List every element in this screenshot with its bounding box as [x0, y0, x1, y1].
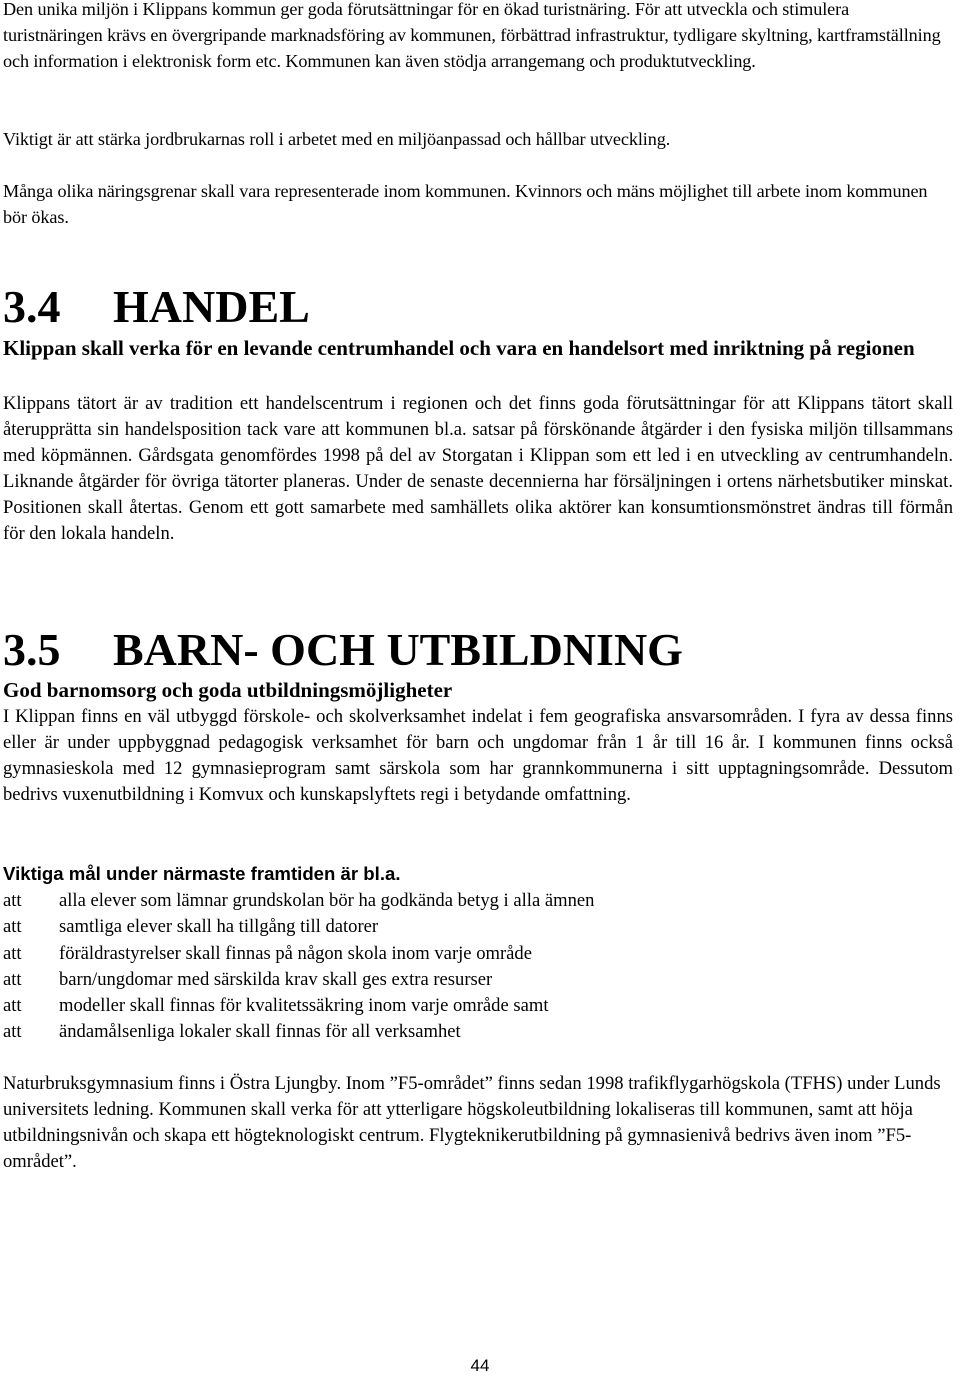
section-title: HANDEL: [113, 281, 310, 332]
goal-text: barn/ungdomar med särskilda krav skall ges extra resurser: [59, 968, 493, 990]
goal-prefix: att: [3, 942, 22, 964]
section-title: BARN- OCH UTBILDNING: [113, 624, 683, 675]
goal-text: modeller skall finnas för kvalitetssäkring inom varje område samt: [59, 995, 549, 1017]
intro-paragraph-tourism: Den unika miljön i Klippans kommun ger goda förutsättningar för en ökad turistnäring. För att utveckla och stimulera turistnäringen krävs en övergripande marknadsföring av kommunen, förbättrad infrastruktur, tydligare skyltning, kartframställning och information i elektronisk form etc. Kommunen kan även stödja arrangemang och produktutveckling.: [3, 0, 941, 71]
goal-item: [3, 914, 953, 940]
goal-text: ändamålsenliga lokaler skall finnas för all verksamhet: [59, 1021, 461, 1043]
section-subtitle-handel: Klippan skall verka för en levande centrumhandel och vara en handelsort med inriktning på regionen: [3, 336, 915, 360]
goal-item: [3, 941, 953, 967]
section-subtitle-barn: God barnomsorg och goda utbildningsmöjligheter: [3, 678, 453, 702]
goal-prefix: att: [3, 916, 22, 938]
section-number: 3.4: [3, 281, 61, 332]
goal-item: [3, 1019, 953, 1045]
section-heading-handel: [3, 281, 310, 333]
closing-paragraph: Naturbruksgymnasium finns i Östra Ljungby. Inom ”F5-området” finns sedan 1998 trafikflygarhögskola (TFHS) under Lunds universitets ledning. Kommunen skall verka för att ytterligare högskoleutbildning lokaliseras till kommunen, samt att höja utbildningsnivån och skapa ett högteknologiskt centrum. Flygteknikerutbildning på gymnasienivå bedrivs även inom ”F5-området”.: [3, 1073, 941, 1172]
section-heading-barn: [3, 624, 683, 676]
intro-paragraph-industries: Många olika näringsgrenar skall vara representerade inom kommunen. Kvinnors och mäns möjlighet till arbete inom kommunen bör ökas.: [3, 181, 928, 227]
goal-item: [3, 967, 953, 993]
intro-paragraph-agriculture: Viktigt är att stärka jordbrukarnas roll i arbetet med en miljöanpassad och hållbar utveckling.: [3, 129, 671, 149]
goal-text: föräldrastyrelser skall finnas på någon skola inom varje område: [59, 942, 532, 964]
section-body-handel: Klippans tätort är av tradition ett handelscentrum i regionen och det finns goda förutsättningar för att Klippans tätort skall återupprätta sin handelsposition tack vare att kommunen bl.a. satsar på förskönande åtgärder i den fysiska miljön tillsammans med köpmännen. Gårdsgata genomfördes 1998 på del av Storgatan i Klippan som ett led i en utveckling av centrumhandeln. Liknande åtgärder för övriga tätorter planeras. Under de senaste decennierna har försäljningen i ortens närhetsbutiker minskat. Positionen skall återtas. Genom ett gott samarbete med samhällets olika aktörer kan konsumtionsmönstret ändras till förmån för den lokala handeln.: [3, 393, 953, 544]
goal-item: [3, 993, 953, 1019]
goal-text: samtliga elever skall ha tillgång till datorer: [59, 916, 379, 938]
goal-prefix: att: [3, 995, 22, 1017]
goal-item: [3, 888, 953, 914]
goal-prefix: att: [3, 890, 22, 911]
goals-heading: Viktiga mål under närmaste framtiden är bl.a.: [3, 863, 401, 884]
section-body-barn: I Klippan finns en väl utbyggd förskole- och skolverksamhet indelat i fem geografiska ansvarsområden. I fyra av dessa finns eller är under uppbyggnad pedagogisk verksamhet för barn och ungdomar från 1 år till 16 år. I kommunen finns också gymnasieskola med 12 gymnasieprogram samt särskola som har grannkommunerna i sitt upptagningsområde. Dessutom bedrivs vuxenutbildning i Komvux och kunskapslyftets regi i betydande omfattning.: [3, 706, 953, 805]
section-number: 3.5: [3, 624, 61, 675]
page-number: 44: [470, 1356, 490, 1375]
goal-text: alla elever som lämnar grundskolan bör ha godkända betyg i alla ämnen: [59, 890, 595, 911]
goal-prefix: att: [3, 968, 22, 990]
goals-list: [3, 888, 953, 1046]
goal-prefix: att: [3, 1021, 22, 1043]
